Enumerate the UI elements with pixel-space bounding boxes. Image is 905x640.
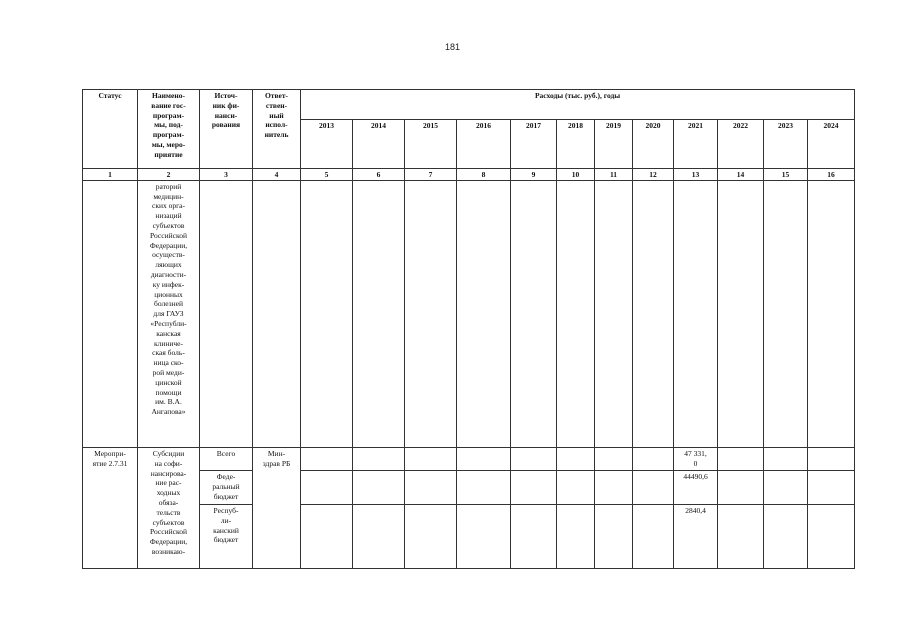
col-num: 6 — [353, 169, 405, 181]
empty-cell — [511, 180, 557, 447]
empty-cell — [200, 180, 253, 447]
empty-cell — [808, 447, 855, 470]
year-2023: 2023 — [764, 120, 808, 169]
col-num: 3 — [200, 169, 253, 181]
empty-cell — [718, 504, 764, 568]
col-num: 13 — [674, 169, 718, 181]
year-2015: 2015 — [405, 120, 457, 169]
col-num: 9 — [511, 169, 557, 181]
col-num: 4 — [253, 169, 301, 181]
col-num: 5 — [301, 169, 353, 181]
value-2021: 44490,6 — [674, 470, 718, 504]
empty-cell — [405, 180, 457, 447]
year-2020: 2020 — [633, 120, 674, 169]
empty-cell — [557, 180, 595, 447]
col-num: 12 — [633, 169, 674, 181]
source-label: Феде- ральный бюджет — [200, 470, 253, 504]
year-2018: 2018 — [557, 120, 595, 169]
col-num: 15 — [764, 169, 808, 181]
col-num: 14 — [718, 169, 764, 181]
continuation-status — [83, 180, 138, 447]
header-row-1 — [83, 90, 855, 120]
empty-cell — [353, 180, 405, 447]
empty-cell — [457, 447, 511, 470]
source-label: Респуб- ли- канский бюджет — [200, 504, 253, 568]
year-2013: 2013 — [301, 120, 353, 169]
empty-cell — [457, 180, 511, 447]
empty-cell — [595, 180, 633, 447]
column-number-row — [83, 169, 855, 181]
year-2014: 2014 — [353, 120, 405, 169]
col-num: 16 — [808, 169, 855, 181]
value-2021: 2840,4 — [674, 504, 718, 568]
header-status: Статус — [83, 90, 138, 169]
empty-cell — [353, 447, 405, 470]
empty-cell — [633, 447, 674, 470]
source-label: Всего — [200, 447, 253, 470]
col-num: 7 — [405, 169, 457, 181]
event-name: Субсидии на софи- нансирова- ние рас- ходных обяза- тельств субъектов Российской Федерации, возникаю- — [138, 447, 200, 568]
header-name: Наимено- вание гос- програм- мы, под- програм- мы, меро- приятие — [138, 90, 200, 169]
continuation-name: раторий медицин- ских орга- низаций субъектов Российской Федерации, осуществ- ляющих диагности- ку инфек- ционных болезней для ГАУЗ «Республи- канская клиниче- ская боль- ница ско- рой меди- цинской помощи им. В.А. Ангапова» — [138, 180, 200, 447]
empty-cell — [595, 504, 633, 568]
year-2019: 2019 — [595, 120, 633, 169]
empty-cell — [633, 504, 674, 568]
continuation-row — [83, 180, 855, 447]
empty-cell — [674, 180, 718, 447]
header-expenses: Расходы (тыс. руб.), годы — [301, 90, 855, 120]
empty-cell — [511, 504, 557, 568]
empty-cell — [718, 180, 764, 447]
empty-cell — [718, 447, 764, 470]
empty-cell — [253, 180, 301, 447]
col-num: 11 — [595, 169, 633, 181]
empty-cell — [764, 504, 808, 568]
year-2024: 2024 — [808, 120, 855, 169]
empty-cell — [633, 180, 674, 447]
value-2021: 47 331, 0 — [674, 447, 718, 470]
empty-cell — [595, 470, 633, 504]
empty-cell — [808, 180, 855, 447]
empty-cell — [718, 470, 764, 504]
col-num: 2 — [138, 169, 200, 181]
empty-cell — [633, 470, 674, 504]
empty-cell — [808, 504, 855, 568]
empty-cell — [511, 447, 557, 470]
empty-cell — [405, 447, 457, 470]
empty-cell — [764, 470, 808, 504]
empty-cell — [511, 470, 557, 504]
empty-cell — [595, 447, 633, 470]
empty-cell — [457, 470, 511, 504]
empty-cell — [557, 447, 595, 470]
col-num: 1 — [83, 169, 138, 181]
empty-cell — [353, 504, 405, 568]
event-status: Меропри- ятие 2.7.31 — [83, 447, 138, 568]
col-num: 8 — [457, 169, 511, 181]
empty-cell — [457, 504, 511, 568]
expenses-table — [82, 89, 855, 569]
empty-cell — [301, 447, 353, 470]
empty-cell — [764, 180, 808, 447]
col-num: 10 — [557, 169, 595, 181]
event-responsible: Мин- здрав РБ — [253, 447, 301, 568]
header-source: Источ- ник фи- нанси- рования — [200, 90, 253, 169]
empty-cell — [301, 504, 353, 568]
empty-cell — [301, 470, 353, 504]
year-2021: 2021 — [674, 120, 718, 169]
empty-cell — [405, 504, 457, 568]
empty-cell — [557, 504, 595, 568]
year-2022: 2022 — [718, 120, 764, 169]
empty-cell — [764, 447, 808, 470]
empty-cell — [557, 470, 595, 504]
empty-cell — [301, 180, 353, 447]
year-2017: 2017 — [511, 120, 557, 169]
source-row-total — [83, 447, 855, 470]
header-responsible: Ответ- ствен- ный испол- нитель — [253, 90, 301, 169]
page-number: 181 — [444, 42, 461, 52]
empty-cell — [808, 470, 855, 504]
empty-cell — [353, 470, 405, 504]
empty-cell — [405, 470, 457, 504]
year-2016: 2016 — [457, 120, 511, 169]
